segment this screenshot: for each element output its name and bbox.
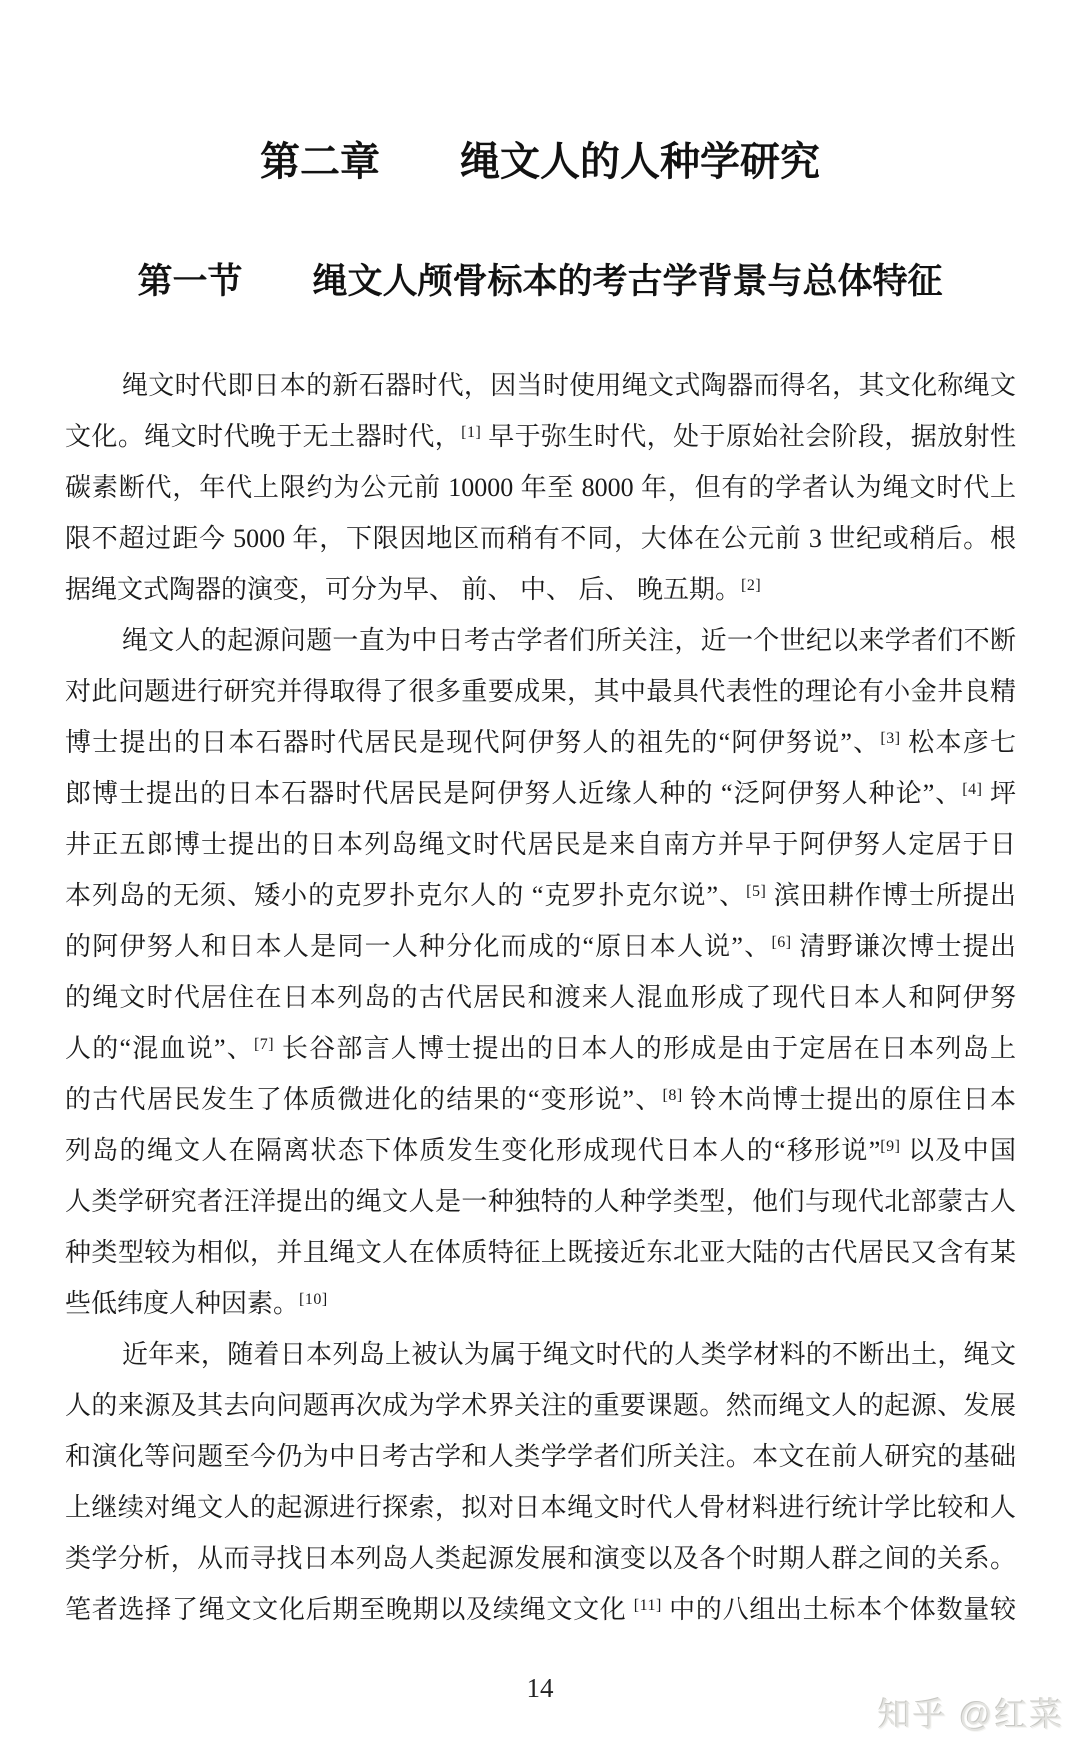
text-line — [65, 1176, 1016, 1227]
text-segment: 类学分析，从而寻找日本列岛人类起源发展和演变以及各个时期人群之间的关系。 — [65, 1544, 1016, 1573]
text-line — [65, 1074, 1016, 1125]
text-segment: 绳文时代即日本的新石器时代，因当时使用绳文式陶器而得名，其文化称绳文 — [122, 371, 1016, 400]
text-line — [65, 1278, 1016, 1329]
text-segment: 笔者选择了绳文文化后期至晚期以及续绳文文化 — [65, 1595, 634, 1624]
text-segment: 滨田耕作博士所提出 — [766, 881, 1016, 910]
text-segment: 绳文人的起源问题一直为中日考古学者们所关注，近一个世纪以来学者们不断 — [122, 626, 1016, 655]
text-line — [65, 666, 1016, 717]
text-segment: 早于弥生时代，处于原始社会阶段，据放射性 — [481, 422, 1016, 451]
text-line — [65, 1482, 1016, 1533]
text-segment: 松本彦七 — [900, 728, 1016, 757]
footnote-ref: [10] — [299, 1291, 328, 1308]
paragraph — [65, 1329, 1016, 1635]
footnote-ref: [5] — [746, 883, 767, 900]
text-line — [65, 513, 1016, 564]
text-segment: 些低纬度人种因素。 — [65, 1289, 300, 1318]
text-line — [65, 411, 1016, 462]
text-line — [65, 615, 1016, 666]
text-segment: 对此问题进行研究并得取得了很多重要成果，其中最具代表性的理论有小金井良精 — [65, 677, 1016, 706]
text-line — [65, 462, 1016, 513]
text-segment: 坪 — [982, 779, 1016, 808]
text-line — [65, 1380, 1016, 1431]
body-text — [65, 360, 1016, 1635]
footnote-ref: [2] — [741, 577, 762, 594]
text-line — [65, 1227, 1016, 1278]
text-segment: 人的“混血说”、 — [65, 1034, 254, 1063]
text-line — [65, 360, 1016, 411]
text-line — [65, 1533, 1016, 1584]
text-line — [65, 564, 1016, 615]
footnote-ref: [3] — [880, 730, 901, 747]
chapter-title: 第二章 绳文人的人种学研究 — [260, 139, 820, 184]
footnote-ref: [6] — [771, 934, 792, 951]
text-segment: 的阿伊努人和日本人是同一人种分化而成的“原日本人说”、 — [65, 932, 772, 961]
footnote-ref: [11] — [633, 1597, 662, 1614]
text-segment: 郎博士提出的日本石器时代居民是阿伊努人近缘人种的 “泛阿伊努人种论”、 — [65, 779, 963, 808]
text-segment: 上继续对绳文人的起源进行探索，拟对日本绳文时代人骨材料进行统计学比较和人 — [65, 1493, 1016, 1522]
text-segment: 人类学研究者汪洋提出的绳文人是一种独特的人种学类型，他们与现代北部蒙古人 — [65, 1187, 1016, 1216]
text-line — [65, 870, 1016, 921]
text-segment: 本列岛的无须、矮小的克罗扑克尔人的 “克罗扑克尔说”、 — [65, 881, 747, 910]
text-line — [65, 717, 1016, 768]
text-segment: 博士提出的日本石器时代居民是现代阿伊努人的祖先的“阿伊努说”、 — [65, 728, 881, 757]
text-segment: 人的来源及其去向问题再次成为学术界关注的重要课题。然而绳文人的起源、发展 — [65, 1391, 1016, 1420]
text-segment: 近年来，随着日本列岛上被认为属于绳文时代的人类学材料的不断出土，绳文 — [122, 1340, 1016, 1369]
footnote-ref: [1] — [461, 424, 482, 441]
text-line — [65, 1431, 1016, 1482]
footnote-ref: [4] — [962, 781, 983, 798]
text-segment: 的绳文时代居住在日本列岛的古代居民和渡来人混血形成了现代日本人和阿伊努 — [65, 983, 1016, 1012]
text-segment: 中的八组出土标本个体数量较 — [661, 1595, 1016, 1624]
watermark-zhihu: 知乎 @红菜 — [878, 1696, 1065, 1733]
text-segment: 清野谦次博士提出 — [791, 932, 1016, 961]
page-number: 14 — [526, 1673, 554, 1703]
paragraph — [65, 360, 1016, 615]
text-line — [65, 1329, 1016, 1380]
text-line — [65, 921, 1016, 972]
text-segment: 和演化等问题至今仍为中日考古学和人类学学者们所关注。本文在前人研究的基础 — [65, 1442, 1016, 1471]
text-segment: 据绳文式陶器的演变，可分为早、 前、 中、 后、 晚五期。 — [65, 575, 742, 604]
text-line — [65, 1023, 1016, 1074]
text-segment: 的古代居民发生了体质微进化的结果的“变形说”、 — [65, 1085, 663, 1114]
text-segment: 以及中国 — [900, 1136, 1016, 1165]
footnote-ref: [8] — [662, 1087, 683, 1104]
text-line — [65, 768, 1016, 819]
text-segment: 限不超过距今 5000 年，下限因地区而稍有不同，大体在公元前 3 世纪或稍后。根 — [65, 524, 1016, 553]
footnote-ref: [7] — [253, 1036, 275, 1053]
text-line — [65, 972, 1016, 1023]
text-segment: 长谷部言人博士提出的日本人的形成是由于定居在日本列岛上 — [274, 1034, 1016, 1063]
text-segment: 种类型较为相似，并且绳文人在体质特征上既接近东北亚大陆的古代居民又含有某 — [65, 1238, 1016, 1267]
paragraph — [65, 615, 1016, 1329]
footnote-ref: [9] — [880, 1138, 901, 1155]
text-line — [65, 1584, 1016, 1635]
text-line — [65, 819, 1016, 870]
text-segment: 列岛的绳文人在隔离状态下体质发生变化形成现代日本人的“移形说” — [65, 1136, 881, 1165]
text-line — [65, 1125, 1016, 1176]
text-segment: 井正五郎博士提出的日本列岛绳文时代居民是来自南方并早于阿伊努人定居于日 — [65, 830, 1016, 859]
text-segment: 文化。绳文时代晚于无土器时代， — [65, 422, 462, 451]
text-segment: 碳素断代，年代上限约为公元前 10000 年至 8000 年，但有的学者认为绳文时代上 — [65, 473, 1016, 502]
text-segment: 铃木尚博士提出的原住日本 — [682, 1085, 1016, 1114]
section-title: 第一节 绳文人颅骨标本的考古学背景与总体特征 — [137, 262, 943, 301]
